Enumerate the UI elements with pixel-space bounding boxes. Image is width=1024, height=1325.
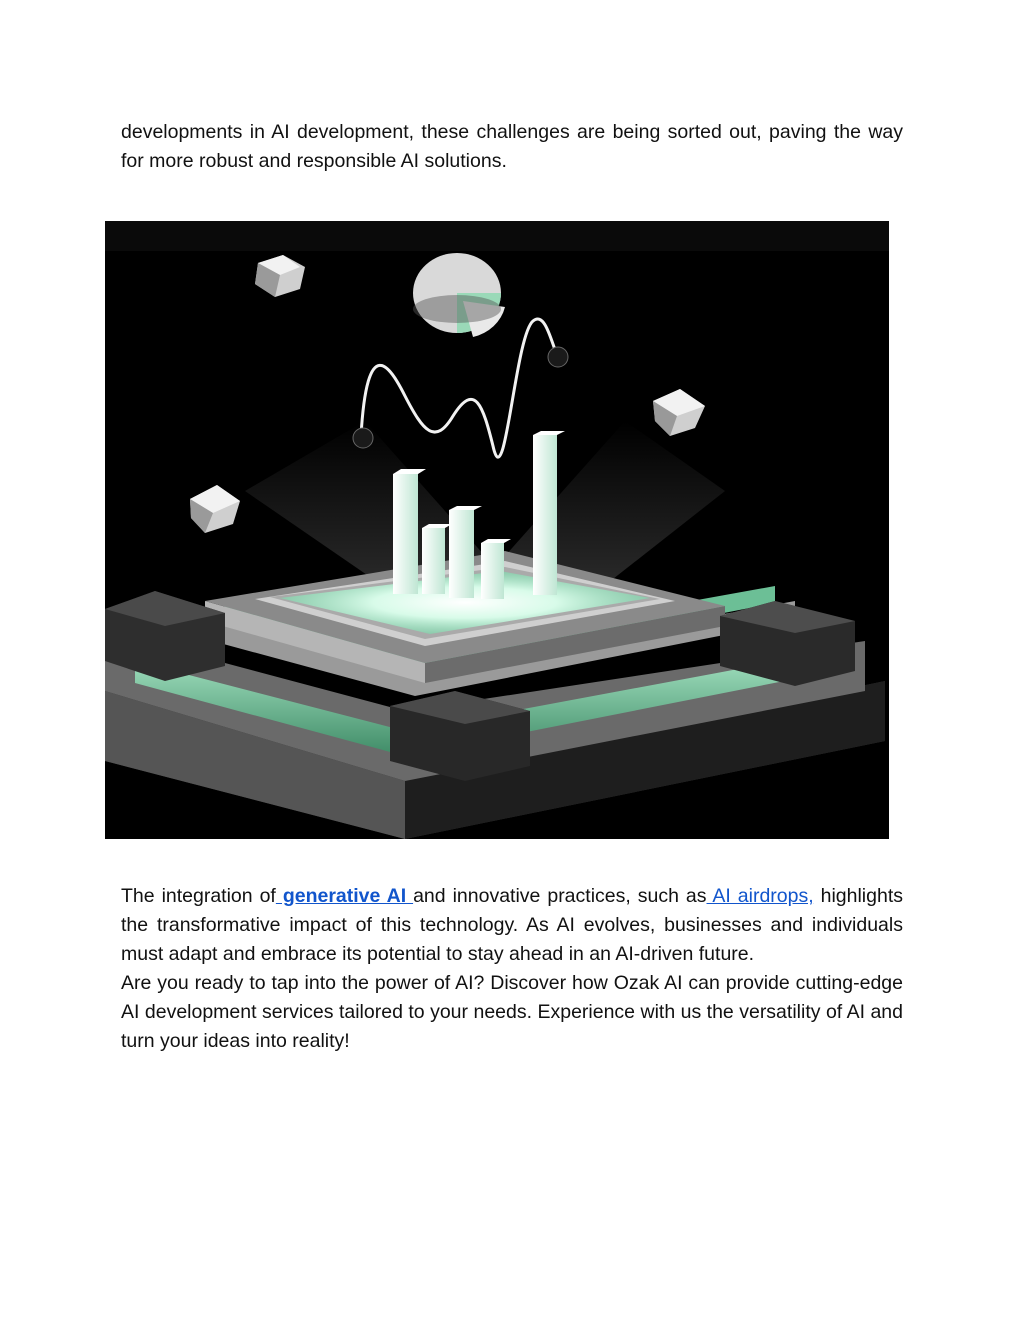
- hero-illustration: [105, 221, 889, 839]
- ai-chip-analytics-icon: [105, 221, 889, 839]
- closing-text-start: The integration of: [121, 885, 276, 907]
- call-to-action-text: Are you ready to tap into the power of AI? Discover how Ozak AI can provide cutting-edge AI development services tailored to your needs. Experience with us the versatility of AI and turn your ideas into reality!: [121, 972, 903, 1052]
- generative-ai-link[interactable]: generative AI: [275, 885, 414, 907]
- closing-text-impact: highlights the transformative impact of this technology. As AI evolves, businesses and individuals must adapt and embrace its potential to stay ahead in an AI-driven future.: [121, 885, 903, 965]
- ai-airdrops-link[interactable]: AI airdrops,: [706, 885, 814, 907]
- closing-paragraph: [121, 882, 903, 1056]
- closing-text-middle: and innovative practices, such as: [413, 885, 707, 907]
- intro-paragraph: developments in AI development, these challenges are being sorted out, paving the way for more robust and responsible AI solutions.: [121, 121, 903, 172]
